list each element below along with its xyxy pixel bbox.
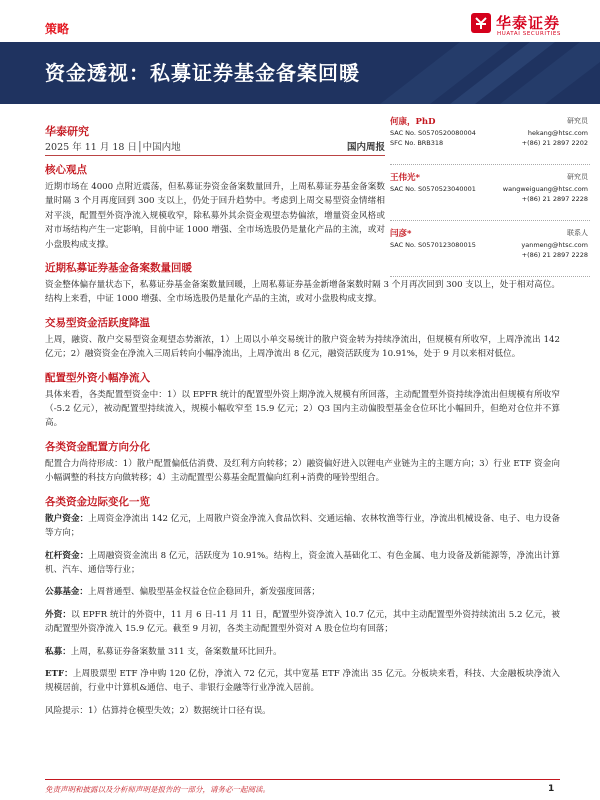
section-paragraph: 资金整体偏存量状态下，私募证券基金备案数量回暖，上周私募证券基金新增备案数时隔 3 个月再次回到 300 支以上，处于相对高位。结构上来看，中证 1000 增强、全市场选股仍是量化产品的主流，或对小盘股构成支撑。 (45, 280, 560, 305)
section-heading: 配置型外资小幅净流入 (45, 371, 150, 384)
author-role: 研究员 (567, 173, 588, 181)
flow-item-label: 私募： (45, 646, 71, 657)
flow-item-text: 上周股票型 ETF 净申购 120 亿份，净流入 72 亿元，其中宽基 ETF 净流出 35 亿元。分板块来看，科技、大金融板块净流入规模居前，行业中计算机&通信、电子、非银行金融等行业净流入居前。 (45, 668, 560, 694)
author-sac-no: SAC No. S0570123080015 (390, 241, 476, 249)
author-sfc-no: SFC No. BRB318 (390, 139, 444, 147)
flow-item (45, 585, 560, 599)
section-paragraph: 近期市场在 4000 点附近震荡，但私募证券资金备案数量回升，上周私募证券基金备案数量时隔 3 个月再度回到 300 支以上，仍处于回升趋势中。考虑到上周交易型资金情绪相对平淡，配置型外资净流入规模收窄，除私募外其余资金观望态势偏浓，增量资金风格或对市场结构产生一定影响，目前中证 1000 增强、全市场选股仍是量化产品的主流，或对小盘股构成支撑。 (45, 182, 385, 250)
meta-divider (45, 155, 385, 156)
author-name: 王伟光* (390, 173, 420, 183)
logo-chinese-name: 华泰证券 (496, 14, 561, 32)
author-card (390, 113, 590, 165)
author-name: 何康，PhD (390, 117, 436, 127)
section-heading: 各类资金配置方向分化 (45, 440, 150, 453)
flow-item (45, 549, 560, 578)
meta-line (45, 139, 385, 153)
report-type: 国内周报 (346, 142, 385, 153)
logo-english-name: HUATAI SECURITIES (497, 31, 561, 37)
flow-item-text: 以 EPFR 统计的外资中，11 月 6 日-11 月 11 日，配置型外资净流入 10.7 亿元，其中主动配置型外资持续流出 5.2 亿元，被动配置型外资净流入 15.9 亿元。截至 9 月初，各类主动配置型外资对 A 股仓位均有回落； (45, 609, 560, 635)
author-name: 闫彦* (390, 229, 412, 239)
research-org: 华泰研究 (45, 125, 89, 138)
footer-disclaimer: 免责声明和披露以及分析师声明是报告的一部分，请务必一起阅读。 (45, 785, 270, 794)
flow-item-label: 公募基金： (45, 587, 88, 598)
author-email[interactable]: wangweiguang@htsc.com (502, 185, 588, 193)
flow-item (45, 667, 560, 696)
section-heading: 交易型资金活跃度降温 (45, 316, 150, 329)
report-date-region: 2025 年 11 月 18 日│中国内地 (45, 142, 181, 153)
section-paragraph: 具体来看，各类配置型资金中：1）以 EPFR 统计的配置型外资上期净流入规模有所回落，主动配置型外资持续净流出但规模有所收窄（-5.2 亿元），被动配置型持续流入，规模小幅收窄至 15.9 亿元；2）Q3 国内主动偏股型基金仓位环比小幅回升，但绝对仓位并不算高。 (45, 389, 560, 429)
flow-item (45, 645, 560, 659)
author-email[interactable]: hekang@htsc.com (527, 129, 588, 137)
footer-divider (45, 779, 560, 780)
flow-item (45, 608, 560, 637)
flow-item-label: 外资： (45, 609, 72, 620)
section-heading: 核心观点 (45, 164, 87, 176)
flow-item-label: 杠杆资金： (45, 550, 89, 561)
section-heading: 近期私募证券基金备案数量回暖 (45, 262, 192, 275)
brand-logo (470, 10, 590, 42)
report-category-tag: 策略 (45, 22, 70, 36)
flow-item-label: 散户资金： (45, 513, 89, 524)
flow-item-label: ETF： (45, 668, 73, 679)
flow-item-text: 上周，私募证券备案数量 311 支，备案数量环比回升。 (70, 646, 282, 657)
section-paragraph: 上周，融资、散户交易型资金观望态势渐浓，1）上周以小单交易统计的散户资金转为持续净流出，但规模有所收窄，上周净流出 142 亿元；2）融资资金在净流入三周后转向小幅净流出，上周净流出 8 亿元，融资活跃度为 10.91%，处于 9 月以来相对低位。 (45, 334, 560, 360)
author-phone: +(86) 21 2897 2228 (521, 251, 588, 259)
flow-item-text: 上周融资资金流出 8 亿元，活跃度为 10.91%。结构上，资金流入基础化工、有色金属、电力设备及新能源等，净流出计算机、汽车、通信等行业； (45, 550, 560, 575)
author-role: 联系人 (567, 229, 588, 237)
author-sac-no: SAC No. S0570523040001 (390, 185, 476, 193)
author-email[interactable]: yanmeng@htsc.com (521, 241, 588, 249)
author-phone: +(86) 21 2897 2228 (521, 195, 588, 203)
banner-decoration (340, 42, 600, 104)
section-paragraph: 配置合力尚待形成：1）散户配置偏低估消费、及红利方向转移；2）融资偏好进入以锂电产业链为主的主题方向；3）行业 ETF 资金向小幅调整的科技方向做转移；4）主动配置型公募基金配置偏向红利+消费的哑铃型组合。 (45, 458, 560, 484)
page-number: 1 (548, 784, 555, 794)
section-heading: 各类资金边际变化一览 (45, 495, 150, 508)
risk-warning: 风险提示：1）估算持仓模型失效；2）数据统计口径有误。 (45, 705, 271, 716)
author-role: 研究员 (567, 117, 588, 125)
flow-item (45, 512, 560, 541)
huatai-logo-icon (470, 12, 492, 34)
title-banner (0, 42, 600, 104)
author-sac-no: SAC No. S0570520080004 (390, 129, 476, 137)
flow-item-text: 上周资金净流出 142 亿元，上周散户资金净流入食品饮料、交通运输、农林牧渔等行业，净流出机械设备、电子、电力设备等方向； (45, 513, 560, 539)
author-phone: +(86) 21 2897 2202 (521, 139, 588, 147)
report-body (45, 163, 560, 718)
flow-item-text: 上周普通型、偏股型基金权益仓位企稳回升，新发强度回落； (87, 587, 321, 598)
report-title: 资金透视：私募证券基金备案回暖 (45, 61, 360, 85)
